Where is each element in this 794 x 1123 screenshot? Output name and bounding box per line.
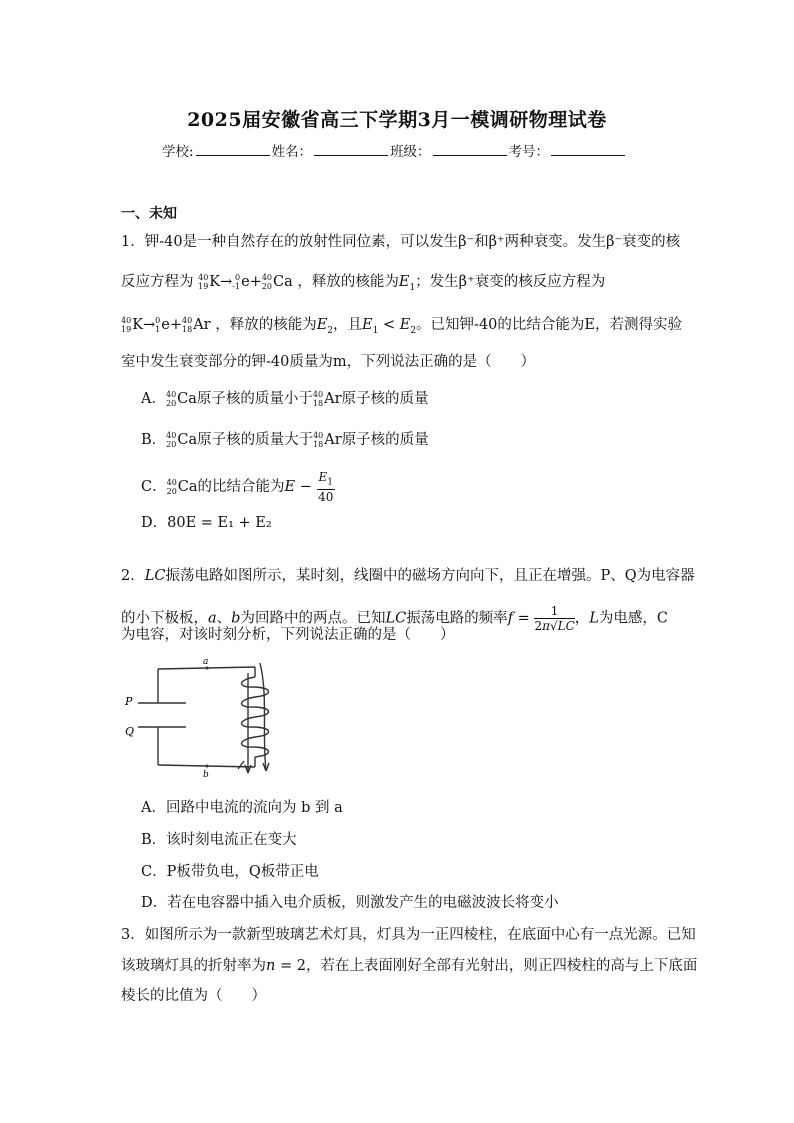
id-label: 考号： xyxy=(508,144,550,160)
q1-option-a[interactable]: A．40 20Ca原子核的质量小于40 18Ar原子核的质量 xyxy=(141,390,429,408)
q1-line3: 40 19K→0 1e+40 18Ar ，释放的核能为$E_2$，且$E_1 < E_2$。已知钾-40的比结合能为E，若测得实验 xyxy=(121,316,682,336)
q2-line1: 2．LC振荡电路如图所示，某时刻，线圈中的磁场方向向下，且正在增强。P、Q为电容器 xyxy=(121,568,695,584)
q1-text: ，释放的核能为 xyxy=(215,317,317,333)
q2-option-c[interactable]: C．P板带负电，Q板带正电 xyxy=(141,864,319,880)
q1-equation-beta-minus: 40 19K→ 0 -1e+40 20Ca xyxy=(198,273,293,291)
label-p: P xyxy=(125,695,133,708)
id-blank xyxy=(551,143,625,156)
q3-line2: 该玻璃灯具的折射率为n = 2，若在上表面刚好全部有光射出，则正四棱柱的高与上下底面 xyxy=(121,958,698,974)
lc-circuit-diagram xyxy=(120,655,280,780)
name-blank xyxy=(314,143,388,156)
label-b: b xyxy=(203,770,209,780)
section-heading: 一、未知 xyxy=(121,206,177,222)
q2-line3: 为电容，对该时刻分析，下列说法正确的是（ ） xyxy=(121,627,455,643)
option-text: 原子核的质量 xyxy=(341,391,429,407)
fraction: $\frac{E_1}{40}$ xyxy=(318,470,334,505)
q2-text: 振荡电路的频率 xyxy=(406,610,508,627)
q1-option-b[interactable]: B．40 20Ca原子核的质量大于40 18Ar原子核的质量 xyxy=(141,431,429,449)
q2-option-a[interactable]: A．回路中电流的流向为 b 到 a xyxy=(141,800,343,816)
class-blank xyxy=(433,143,507,156)
option-text: 的比结合能为 xyxy=(197,479,285,496)
q1-line1: 1．钾-40是一种自然存在的放射性同位素，可以发生β⁻和β⁺两种衰变。发生β⁻衰变的核 xyxy=(121,234,681,250)
q2-text: 为回路中的两点。已知 xyxy=(240,610,386,627)
name-label: 姓名： xyxy=(271,144,313,160)
q3-line3: 棱长的比值为（ ） xyxy=(121,988,266,1004)
q1-option-c[interactable]: C．40 20Ca的比结合能为E − $\frac{E_1}{40}$ xyxy=(141,470,334,505)
q1-text: 。已知钾-40的比结合能为E，若测得实验 xyxy=(416,317,682,333)
q1-text: ；发生β⁺衰变的核反应方程为 xyxy=(415,274,606,290)
q2-text: 振荡电路如图所示，某时刻，线圈中的磁场方向向下，且正在增强。P、Q为电容器 xyxy=(165,568,695,584)
q2-option-d[interactable]: D．若在电容器中插入电介质板，则激发产生的电磁波波长将变小 xyxy=(141,895,559,911)
q3-line1: 3．如图所示为一款新型玻璃艺术灯具，灯具为一正四棱柱，在底面中心有一点光源。已知 xyxy=(121,927,696,943)
q1-line2: 反应方程为 40 19K→ 0 -1e+40 20Ca ，释放的核能为$E_1$；发生β⁺衰变的核反应方程为 xyxy=(121,273,606,293)
q1-text: ，且 xyxy=(333,317,363,333)
student-info-line xyxy=(162,140,627,160)
option-text: 原子核的质量 xyxy=(341,432,429,448)
q1-option-d[interactable]: D．80E = E₁ + E₂ xyxy=(141,515,272,531)
q2-option-b[interactable]: B．该时刻电流正在变大 xyxy=(141,832,297,848)
q1-text: 反应方程为 xyxy=(121,274,194,290)
q3-text: ，若在上表面刚好全部有光射出，则正四棱柱的高与上下底面 xyxy=(305,958,698,974)
frequency-formula: $\frac{1}{2\pi√LC}$ xyxy=(534,604,575,633)
q2-text: 为电感，C xyxy=(598,610,669,627)
q3-text: 该玻璃灯具的折射率为 xyxy=(121,958,266,974)
option-text: 原子核的质量小于 xyxy=(196,391,313,407)
q2-text: 的小下极板， xyxy=(121,610,208,627)
label-a: a xyxy=(203,657,209,667)
q1-line4: 室中发生衰变部分的钾-40质量为m，下列说法正确的是（ ） xyxy=(121,354,536,370)
school-label: 学校: xyxy=(162,144,194,160)
label-q: Q xyxy=(125,725,135,738)
page-title: 2025届安徽省高三下学期3月一模调研物理试卷 xyxy=(187,109,607,131)
q2-line2: 的小下极板，a、b为回路中的两点。已知LC振荡电路的频率f = $\frac{1}{2\pi√LC}$ ，L为电感，C xyxy=(121,604,669,633)
school-blank xyxy=(196,143,270,156)
option-text: 原子核的质量大于 xyxy=(197,432,314,448)
class-label: 班级： xyxy=(390,144,431,160)
q1-text: ，释放的核能为 xyxy=(297,274,399,290)
q1-equation-beta-plus: 40 19K→0 1e+40 18Ar xyxy=(121,316,211,334)
option-text: 80E = E₁ + E₂ xyxy=(167,515,272,531)
